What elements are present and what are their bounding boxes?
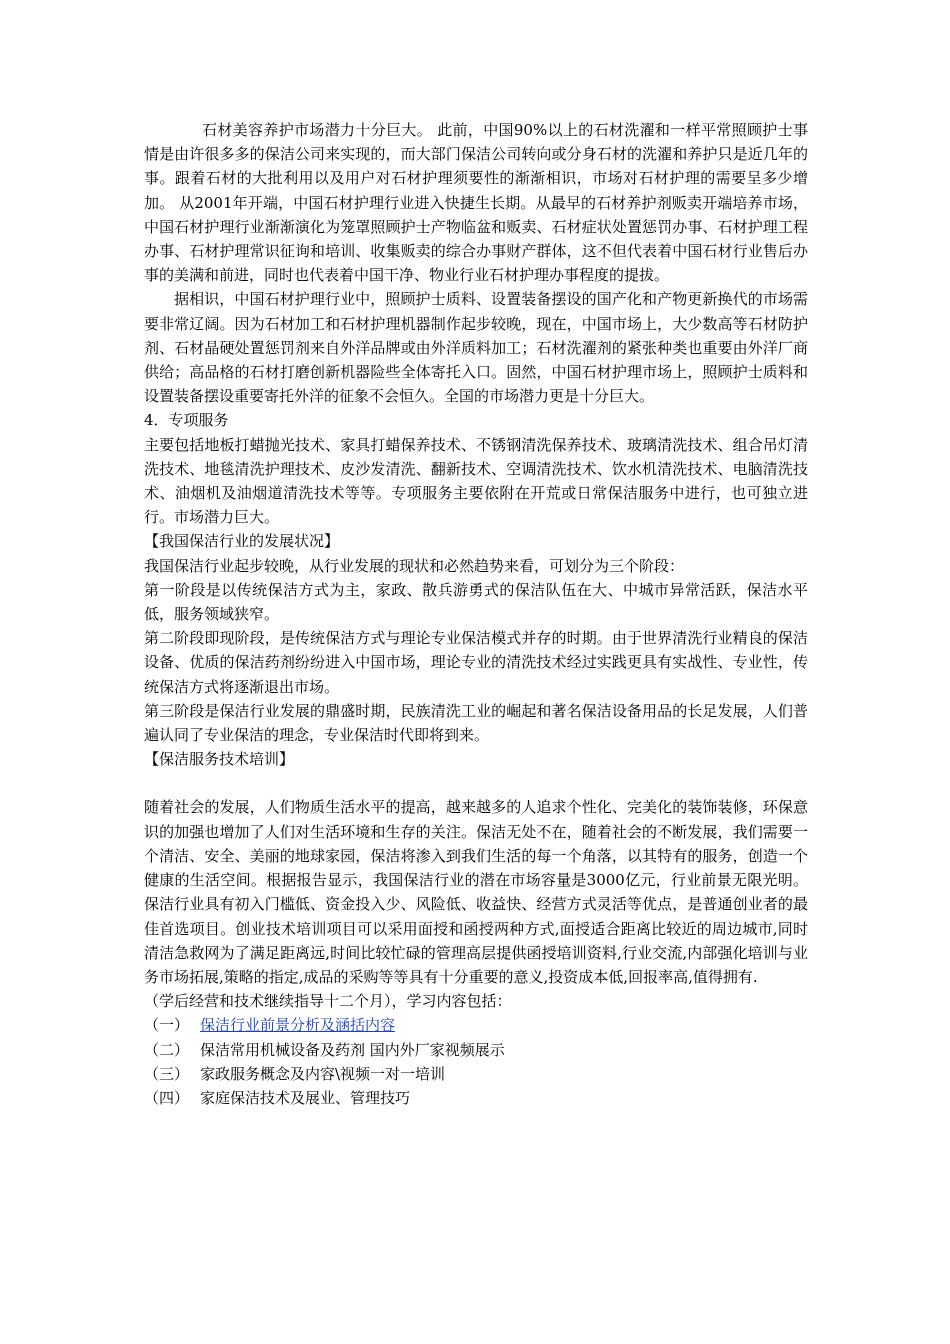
heading-training: 【保洁服务技术培训】 bbox=[144, 750, 295, 769]
paragraph-stage-three: 第三阶段是保洁行业发展的鼎盛时期，民族清洗工业的崛起和著名保洁设备用品的长足发展，人们普遍认同了专业保洁的理念，专业保洁时代即将到来。 bbox=[144, 701, 808, 745]
list-item bbox=[144, 1013, 808, 1037]
paragraph-stage-one: 第一阶段是以传统保洁方式为主，家政、散兵游勇式的保洁队伍在大、中城市异常活跃，保洁水平低，服务领域狭窄。 bbox=[144, 580, 808, 624]
heading-industry-status: 【我国保洁行业的发展状况】 bbox=[144, 532, 340, 551]
heading-special-services: 4．专项服务 bbox=[144, 411, 229, 430]
list-item bbox=[144, 1038, 808, 1062]
list-number: （三） bbox=[144, 1064, 190, 1083]
list-number: （二） bbox=[144, 1040, 190, 1059]
list-text: 家政服务概念及内容\视频一对一培训 bbox=[200, 1064, 446, 1083]
document-page bbox=[144, 118, 808, 1110]
paragraph-learning-content: （学后经营和技术继续指导十二个月），学习内容包括： bbox=[144, 992, 512, 1011]
list-number: （一） bbox=[144, 1016, 190, 1035]
blank-line bbox=[144, 771, 808, 795]
list-link-industry-prospects[interactable]: 保洁行业前景分析及涵括内容 bbox=[200, 1016, 396, 1035]
paragraph-special-services: 主要包括地板打蜡抛光技术、家具打蜡保养技术、不锈钢清洗保养技术、玻璃清洗技术、组合吊灯清洗技术、地毯清洗护理技术、皮沙发清洗、翻新技术、空调清洗技术、饮水机清洗技术、电脑清洗技术、油烟机及油烟道清洗技术等等。专项服务主要依附在开荒或日常保洁服务中进行，也可独立进行。市场潜力巨大。 bbox=[144, 435, 808, 527]
paragraph-stages-intro: 我国保洁行业起步较晚，从行业发展的现状和必然趋势来看，可划分为三个阶段： bbox=[144, 556, 685, 575]
paragraph-stage-two: 第二阶段即现阶段，是传统保洁方式与理论专业保洁模式并存的时期。由于世界清洗行业精良的保洁设备、优质的保洁药剂纷纷进入中国市场，理论专业的清洗技术经过实践更具有实战性、专业性，传统保洁方式将逐渐退出市场。 bbox=[144, 629, 808, 696]
list-text: 家庭保洁技术及展业、管理技巧 bbox=[200, 1088, 411, 1107]
list-number: （四） bbox=[144, 1088, 190, 1107]
list-text: 保洁常用机械设备及药剂 国内外厂家视频展示 bbox=[200, 1040, 505, 1059]
list-item bbox=[144, 1062, 808, 1086]
paragraph-domestic-demand: 据相识，中国石材护理行业中，照顾护士质料、设置装备摆设的国产化和产物更新换代的市场需要非常辽阔。因为石材加工和石材护理机器制作起步较晚，现在，中国市场上，大少数高等石材防护剂、石材晶硬处置惩罚剂来自外洋品牌或由外洋质料加工；石材洗濯剂的紧张种类也重要由外洋厂商供给；高品格的石材打磨创新机器险些全体寄托入口。固然，中国石材护理市场上，照顾护士质料和设置装备摆设重要寄托外洋的征象不会恒久。全国的市场潜力更是十分巨大。 bbox=[144, 290, 808, 406]
list-item bbox=[144, 1086, 808, 1110]
paragraph-market-potential: 石材美容养护市场潜力十分巨大。 此前，中国90%以上的石材洗濯和一样平常照顾护士事情是由许很多多的保洁公司来实现的，而大部门保洁公司转向或分身石材的洗濯和养护只是近几年的事。跟着石材的大批利用以及用户对石材护理须要性的渐渐相识，市场对石材护理的需要呈多少增加。 从2001年开端，中国石材护理行业进入快捷生长期。从最早的石材养护剂贩卖开端培养市场，中国石材护理行业渐渐演化为笼罩照顾护士产物临盆和贩卖、石材症状处置惩罚办事、石材护理工程办事、石材护理常识征询和培训、收集贩卖的综合办事财产群体，这不但代表着中国石材行业售后办事的美满和前进，同时也代表着中国干净、物业行业石材护理办事程度的提拔。 bbox=[144, 121, 808, 285]
paragraph-training-body: 随着社会的发展，人们物质生活水平的提高，越来越多的人追求个性化、完美化的装饰装修，环保意识的加强也增加了人们对生活环境和生存的关注。保洁无处不在，随着社会的不断发展，我们需要一个清洁、安全、美丽的地球家园，保洁将渗入到我们生活的每一个角落，以其特有的服务，创造一个健康的生活空间。根据报告显示，我国保洁行业的潜在市场容量是3000亿元，行业前景无限光明。保洁行业具有初入门槛低、资金投入少、风险低、收益快、经营方式灵活等优点，是普通创业者的最佳首选项目。创业技术培训项目可以采用面授和函授两种方式,面授适合距离比较近的周边城市,同时清洁急救网为了满足距离远,时间比较忙碌的管理高层提供函授培训资料,行业交流,内部强化培训与业务市场拓展,策略的指定,成品的采购等等具有十分重要的意义,投资成本低,回报率高,值得拥有. bbox=[144, 798, 808, 986]
